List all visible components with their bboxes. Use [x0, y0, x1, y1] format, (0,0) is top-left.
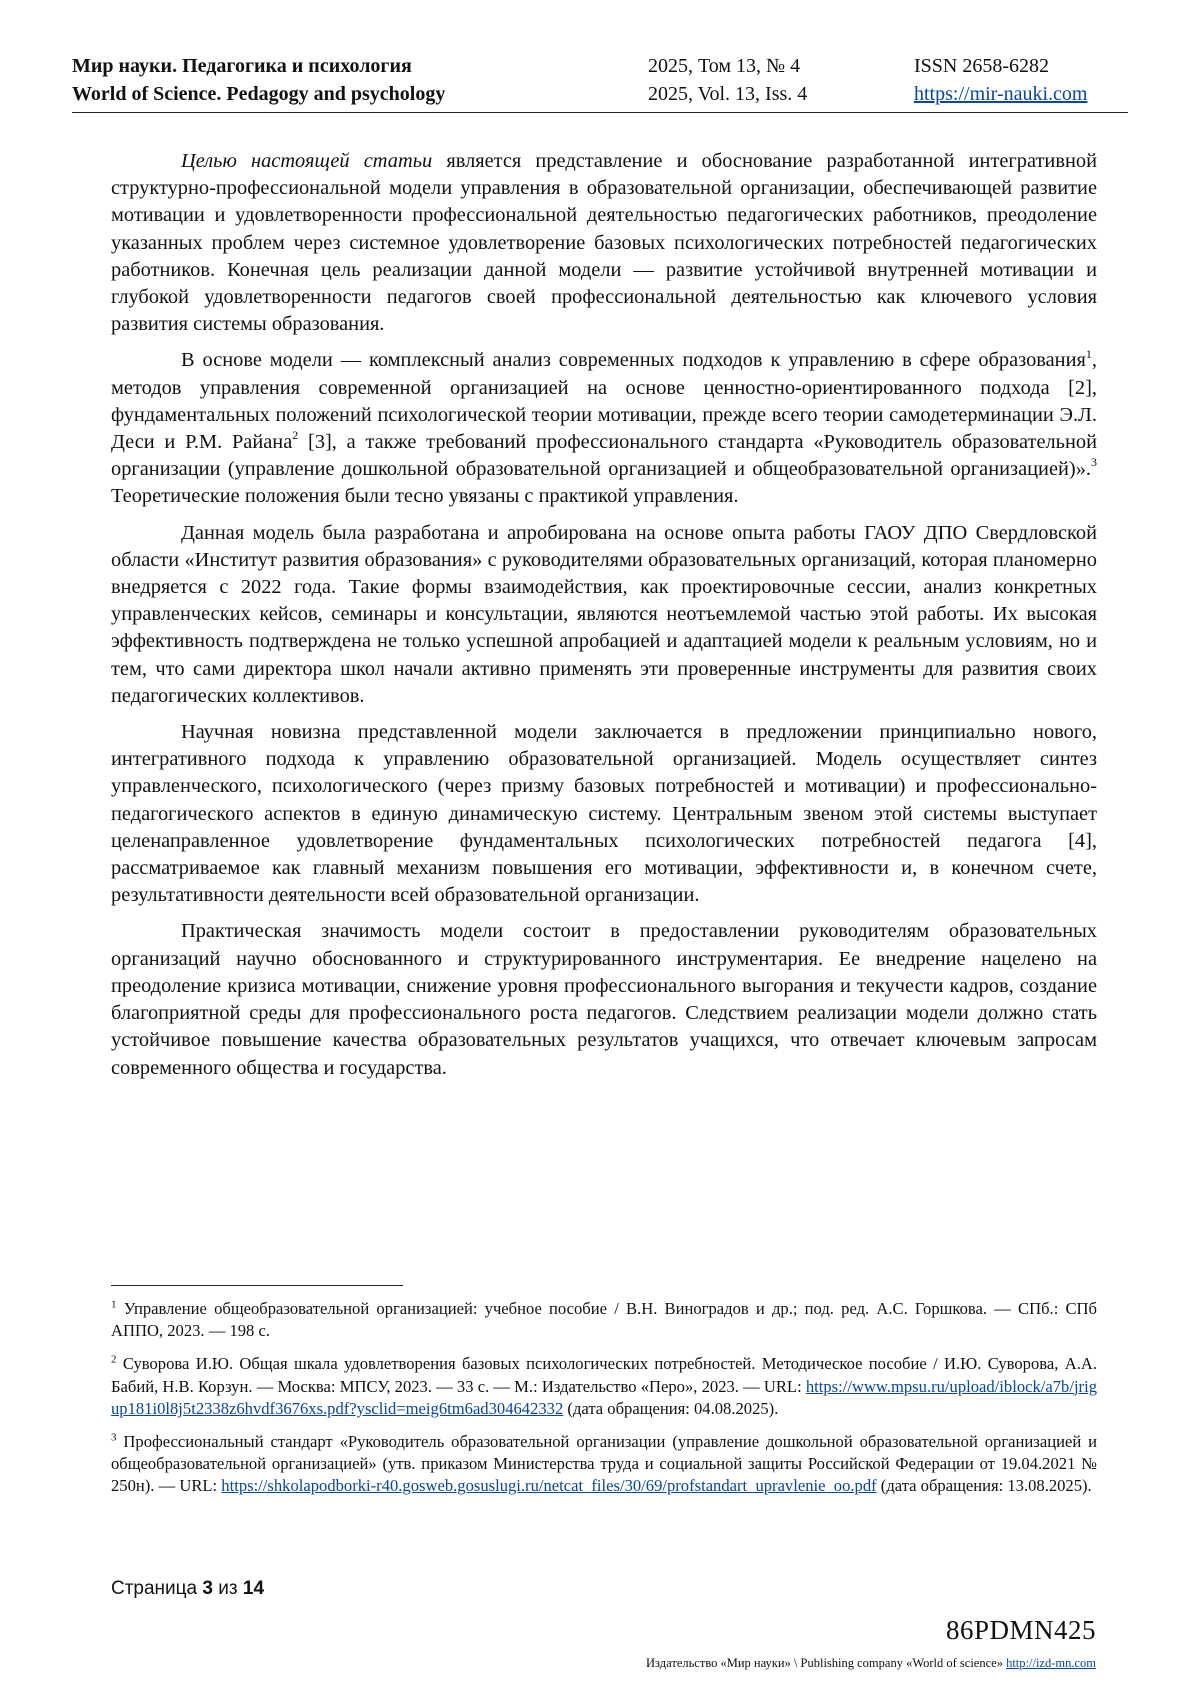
page-current: 3	[202, 1578, 213, 1599]
footnote-ref-1[interactable]: 1	[1085, 346, 1092, 361]
footnote-2-text: Суворова И.Ю. Общая шкала удовлетворения базовых психологических потребностей. Методическое пособие / И.Ю. Суворова, А.А. Бабий, Н.В. Корзун. — Москва: МПСУ, 2023. — 33 с. — М.: Издательство «Перо», 2023. — URL:	[111, 1354, 1097, 1396]
publisher-line	[646, 1656, 1096, 1671]
publisher-link[interactable]: http://izd-mn.com	[1006, 1656, 1096, 1670]
basis-text-c: [3], а также требований профессионального стандарта «Руководитель образовательной организации (управление дошкольной образовательной организацией и общеобразовательной организацией)».	[111, 431, 1097, 481]
footnote-divider	[111, 1285, 403, 1286]
page-header	[72, 52, 1128, 113]
page-mid: из	[212, 1578, 243, 1599]
paragraph-novelty: Научная новизна представленной модели заключается в предложении принципиально нового, интегративного подхода к управлению образовательной организацией. Модель осуществляет синтез управленческого, психологического (через призму базовых потребностей и мотивации) и профессионально-педагогического аспектов в единую динамическую систему. Центральным звеном этой системы выступает целенаправленное удовлетворение фундаментальных психологических потребностей педагога [4], рассматриваемое как главный механизм повышения его мотивации, эффективности и, в конечном счете, результативности деятельности всей образовательной организации.	[111, 721, 1097, 907]
footnote-1-number: 1	[111, 1298, 117, 1311]
footnotes	[111, 1298, 1097, 1509]
footnote-3	[111, 1431, 1097, 1498]
basis-text-b: , методов управления современной организацией на основе ценностно-ориентированного подхода [2], фундаментальных положений психологической теории мотивации, прежде всего теории самодетерминации Э.Л. Деси и Р.М. Райана	[111, 349, 1097, 454]
journal-site-link[interactable]: https://mir-nauki.com	[914, 83, 1088, 105]
page-prefix: Страница	[111, 1578, 203, 1599]
paragraph-significance: Практическая значимость модели состоит в предоставлении руководителям образовательных организаций научно обоснованного и структурированного инструментария. Ее внедрение нацелено на преодоление кризиса мотивации, снижение уровня профессионального выгорания и текучести кадров, создание благоприятной среды для профессионального роста педагогов. Следствием реализации модели должно стать устойчивое повышение качества образовательных результатов учащихся, что отвечает ключевым запросам современного общества и государства.	[111, 920, 1097, 1079]
issn: ISSN 2658-6282	[914, 55, 1050, 77]
article-code: 86PDMN425	[945, 1615, 1096, 1645]
issue-ru: 2025, Том 13, № 4	[648, 55, 801, 77]
publisher-text: Издательство «Мир науки» \ Publishing company «World of science»	[646, 1656, 1007, 1670]
journal-title-en: World of Science. Pedagogy and psychology	[72, 83, 446, 105]
issue-en: 2025, Vol. 13, Iss. 4	[648, 83, 808, 105]
paragraph-goal	[111, 148, 1097, 338]
basis-text-d: Теоретические положения были тесно увязаны с практикой управления.	[111, 485, 739, 508]
page-number	[111, 1578, 264, 1600]
footnote-3-tail: (дата обращения: 13.08.2025).	[876, 1476, 1092, 1496]
footnote-3-text: Профессиональный стандарт «Руководитель образовательной организации (управление дошкольной образовательной организацией и общеобразовательной организацией» (утв. приказом Министерства труда и социальной защиты Российской Федерации от 19.04.2021 № 250н). — URL:	[111, 1432, 1097, 1496]
footnote-1-text: Управление общеобразовательной организацией: учебное пособие / В.Н. Виноградов и др.; под. ред. А.С. Горшкова. — СПб.: СПб АППО, 2023. — 198 с.	[111, 1299, 1097, 1341]
footnote-2-number: 2	[111, 1353, 117, 1366]
footnote-3-number: 3	[111, 1431, 117, 1444]
footnote-ref-2[interactable]: 2	[292, 428, 299, 443]
journal-title-ru: Мир науки. Педагогика и психология	[72, 55, 412, 77]
goal-emphasis: Целью настоящей статьи	[181, 150, 433, 172]
basis-text-a: В основе модели — комплексный анализ современных подходов к управлению в сфере образования	[181, 349, 1086, 372]
paragraph-approbation: Данная модель была разработана и апробирована на основе опыта работы ГАОУ ДПО Свердловской области «Институт развития образования» с руководителями образовательных организаций, которая планомерно внедряется с 2022 года. Такие формы взаимодействия, как проектировочные сессии, анализ конкретных управленческих кейсов, семинары и консультации, являются неотъемлемой частью этой работы. Их высокая эффективность подтверждена не только успешной апробацией и адаптацией модели к реальным условиям, но и тем, что сами директора школ начали активно применять эти проверенные инструменты для развития своих педагогических коллективов.	[111, 521, 1097, 707]
footnote-2-tail: (дата обращения: 04.08.2025).	[563, 1398, 779, 1418]
footnote-ref-3[interactable]: 3	[1091, 455, 1097, 470]
paragraph-basis	[111, 347, 1097, 510]
page-total: 14	[242, 1578, 265, 1599]
footnote-1	[111, 1298, 1097, 1342]
footnote-3-link[interactable]: https://shkolapodborki-r40.gosweb.gosuslugi.ru/netcat_files/30/69/profstandart_upravlenie_oo.pdf	[221, 1476, 877, 1496]
goal-text: является представление и обоснование разработанной интегративной структурно-профессиональной модели управления в образовательной организации, обеспечивающей развитие мотивации и удовлетворенности профессиональной деятельностью педагогических работников, преодоление указанных проблем через системное удовлетворение базовых психологических потребностей педагогических работников. Конечная цель реализации данной модели — развитие устойчивой внутренней мотивации и глубокой удовлетворенности педагогов своей профессиональной деятельностью как ключевого условия развития системы образования.	[111, 150, 1097, 336]
footnote-2-link[interactable]: https://www.mpsu.ru/upload/iblock/a7b/jrigup181i0l8j5t2338z6hvdf3676xs.pdf?ysclid=meig6tm6ad304642332	[111, 1376, 1097, 1418]
article-body	[111, 148, 1097, 1091]
footnote-2	[111, 1353, 1097, 1420]
